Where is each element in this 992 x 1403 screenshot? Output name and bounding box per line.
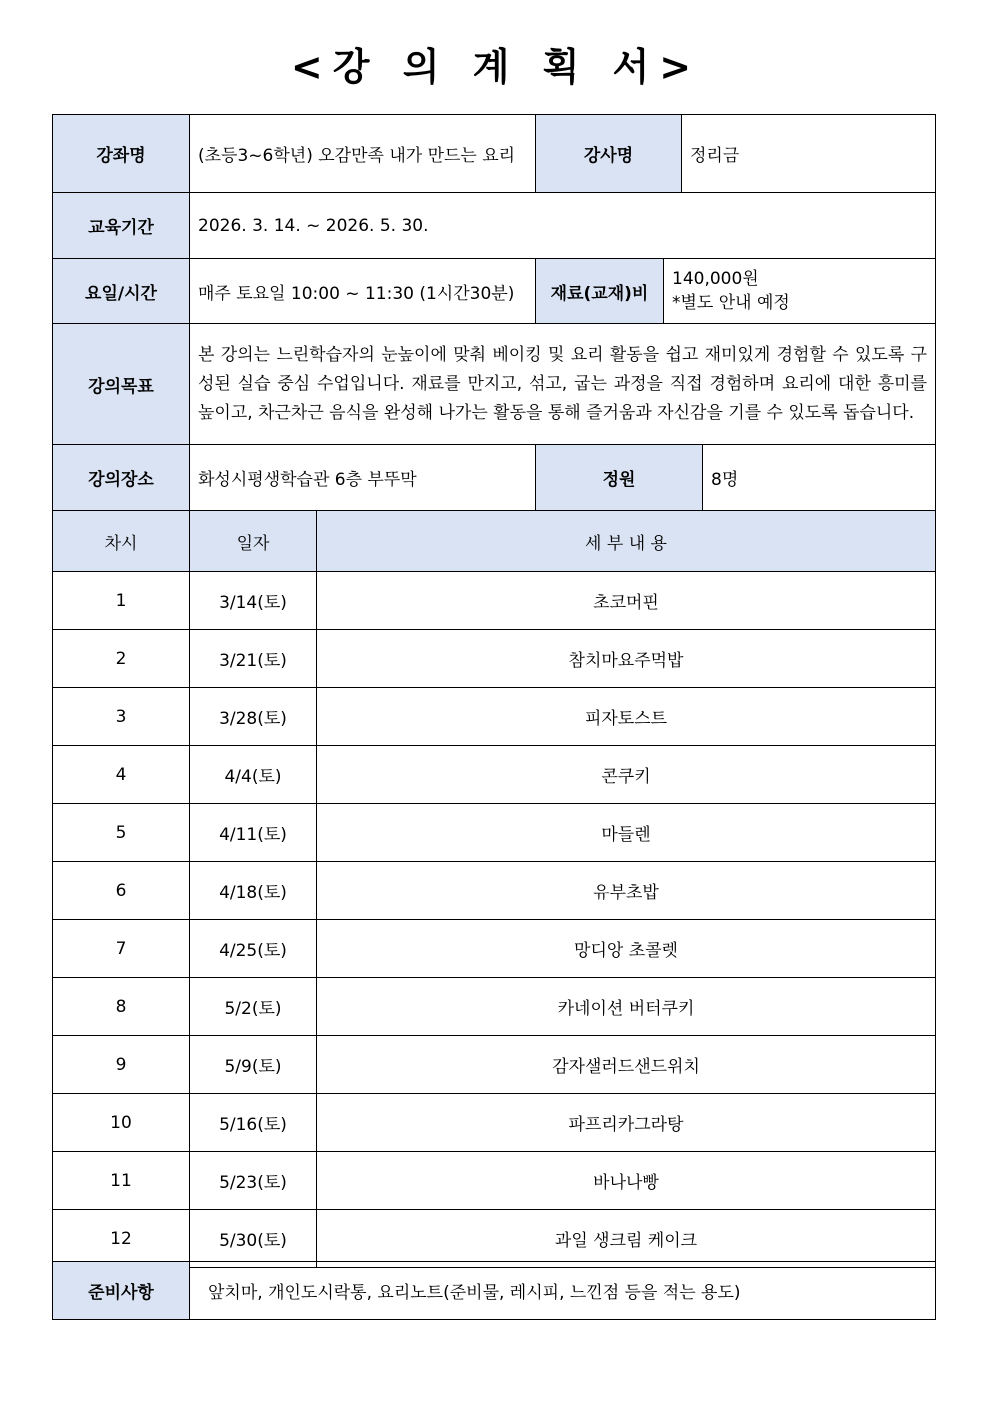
schedule-header-date: 일자	[189, 510, 317, 572]
session-date: 5/16(토)	[189, 1093, 317, 1152]
session-date: 5/30(토)	[189, 1209, 317, 1268]
fee-value: 140,000원	[672, 269, 759, 289]
fee-label: 재료(교재)비	[535, 258, 664, 324]
session-content: 초코머핀	[316, 571, 936, 630]
session-number: 5	[52, 803, 190, 862]
session-number: 7	[52, 919, 190, 978]
course-value: (초등3~6학년) 오감만족 내가 만드는 요리	[189, 114, 536, 193]
session-content: 유부초밥	[316, 861, 936, 920]
session-content: 피자토스트	[316, 687, 936, 746]
session-number: 11	[52, 1151, 190, 1210]
goal-label: 강의목표	[52, 323, 190, 445]
time-label: 요일/시간	[52, 258, 190, 324]
session-date: 3/28(토)	[189, 687, 317, 746]
document-title: <강 의 계 획 서>	[290, 45, 702, 89]
instructor-value: 정리금	[681, 114, 936, 193]
session-content: 감자샐러드샌드위치	[316, 1035, 936, 1094]
session-date: 3/21(토)	[189, 629, 317, 688]
session-number: 9	[52, 1035, 190, 1094]
session-content: 망디앙 초콜렛	[316, 919, 936, 978]
session-date: 5/2(토)	[189, 977, 317, 1036]
session-content: 바나나빵	[316, 1151, 936, 1210]
prep-label: 준비사항	[52, 1261, 190, 1320]
session-date: 4/25(토)	[189, 919, 317, 978]
session-date: 4/11(토)	[189, 803, 317, 862]
goal-value: 본 강의는 느린학습자의 눈높이에 맞춰 베이킹 및 요리 활동을 쉽고 재미있게 경험할 수 있도록 구성된 실습 중심 수업입니다. 재료를 만지고, 섞고, 굽는 과정을 직접 경험하며 요리에 대한 흥미를 높이고, 차근차근 음식을 완성해 나가는 활동을 통해 즐거움과 자신감을 기를 수 있도록 돕습니다.	[189, 323, 936, 445]
instructor-label: 강사명	[535, 114, 682, 193]
capacity-label: 정원	[535, 444, 703, 511]
session-date: 5/23(토)	[189, 1151, 317, 1210]
time-value: 매주 토요일 10:00 ~ 11:30 (1시간30분)	[189, 258, 536, 324]
session-number: 3	[52, 687, 190, 746]
course-label: 강좌명	[52, 114, 190, 193]
session-date: 4/4(토)	[189, 745, 317, 804]
session-content: 콘쿠키	[316, 745, 936, 804]
period-label: 교육기간	[52, 192, 190, 259]
session-number: 6	[52, 861, 190, 920]
schedule-header-session: 차시	[52, 510, 190, 572]
session-number: 1	[52, 571, 190, 630]
session-content: 마들렌	[316, 803, 936, 862]
capacity-value: 8명	[702, 444, 936, 511]
fee-cell	[663, 258, 936, 324]
session-content: 과일 생크림 케이크	[316, 1209, 936, 1268]
schedule-header-content: 세 부 내 용	[316, 510, 936, 572]
lecture-plan-table	[52, 114, 936, 1320]
place-value: 화성시평생학습관 6층 부뚜막	[189, 444, 536, 511]
session-date: 5/9(토)	[189, 1035, 317, 1094]
period-value: 2026. 3. 14. ~ 2026. 5. 30.	[189, 192, 936, 259]
session-content: 파프리카그라탕	[316, 1093, 936, 1152]
session-content: 카네이션 버터쿠키	[316, 977, 936, 1036]
session-number: 8	[52, 977, 190, 1036]
session-number: 2	[52, 629, 190, 688]
session-number: 4	[52, 745, 190, 804]
place-label: 강의장소	[52, 444, 190, 511]
session-number: 10	[52, 1093, 190, 1152]
fee-note: *별도 안내 예정	[672, 293, 790, 313]
session-date: 3/14(토)	[189, 571, 317, 630]
session-content: 참치마요주먹밥	[316, 629, 936, 688]
session-date: 4/18(토)	[189, 861, 317, 920]
prep-value: 앞치마, 개인도시락통, 요리노트(준비물, 레시피, 느낀점 등을 적는 용도)	[189, 1261, 936, 1320]
session-number: 12	[52, 1209, 190, 1268]
